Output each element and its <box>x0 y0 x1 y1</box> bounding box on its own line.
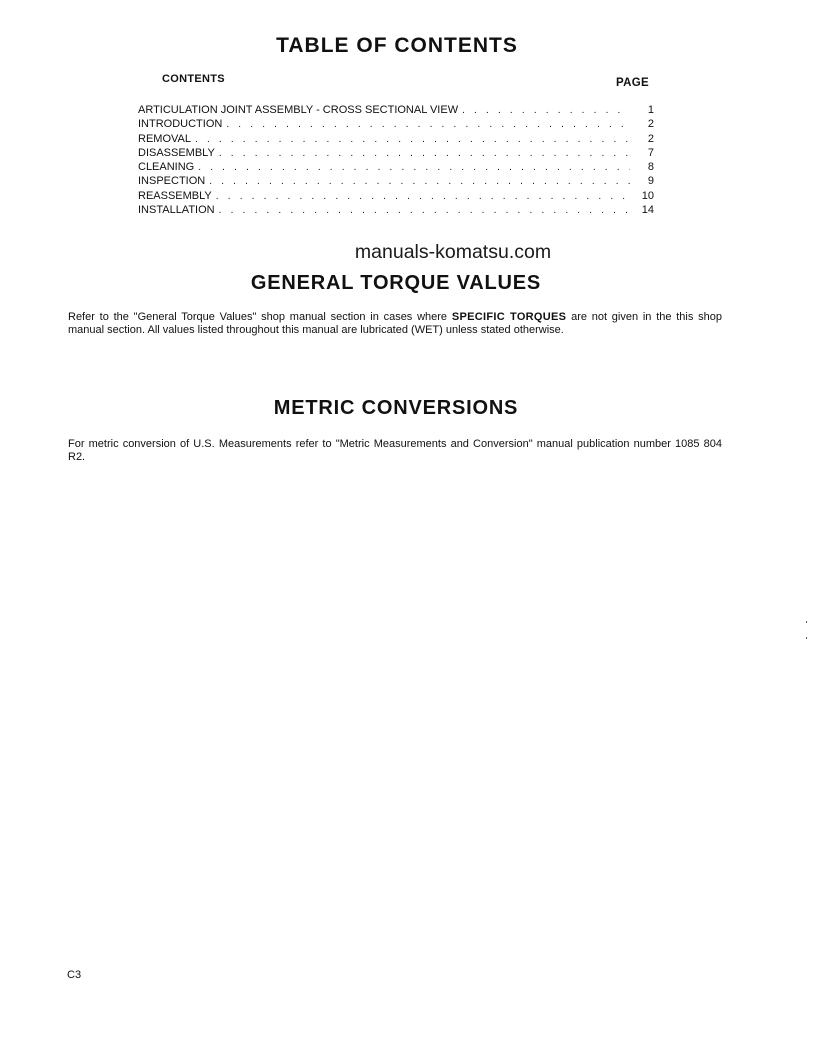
toc-entry[interactable] <box>138 160 656 174</box>
toc-entry[interactable] <box>138 146 656 160</box>
watermark-link[interactable]: manuals-komatsu.com <box>354 241 552 263</box>
toc-entry[interactable] <box>138 174 656 188</box>
toc-list <box>138 103 656 217</box>
toc-entry-page: 2 <box>647 118 654 131</box>
toc-entry[interactable] <box>138 103 656 117</box>
toc-entry-label: REASSEMBLY <box>138 189 212 202</box>
metric-conversions-paragraph: For metric conversion of U.S. Measurements refer to "Metric Measurements and Conversion" manual publication number 1085 804 R2. <box>68 438 722 463</box>
toc-dot-leader <box>462 104 630 118</box>
toc-dot-leader <box>209 175 630 189</box>
toc-entry-label: REMOVAL <box>138 132 191 145</box>
toc-entry-page: 7 <box>647 146 654 159</box>
toc-dot-leader <box>216 190 630 204</box>
specific-torques-emphasis: SPECIFIC TORQUES <box>451 311 567 323</box>
general-torque-paragraph <box>68 311 722 337</box>
toc-entry[interactable] <box>138 132 656 146</box>
toc-entry-label: ARTICULATION JOINT ASSEMBLY - CROSS SECTIONAL VIEW <box>138 104 459 116</box>
toc-dot-leader <box>219 204 630 218</box>
toc-entry-label: DISASSEMBLY <box>138 146 215 159</box>
toc-entry-label: INTRODUCTION <box>138 118 223 131</box>
toc-entry-page: 9 <box>647 175 654 188</box>
toc-entry[interactable] <box>138 117 656 131</box>
toc-entry-page: 8 <box>647 161 654 174</box>
general-torque-text-after: are not given in the this shop manual section. All values listed throughout this manual are lubricated (WET) unless stated otherwise. <box>68 311 722 336</box>
toc-dot-leader <box>226 118 630 132</box>
scan-speck <box>806 637 807 639</box>
toc-dot-leader <box>198 161 630 175</box>
toc-entry[interactable] <box>138 203 656 217</box>
toc-entry[interactable] <box>138 189 656 203</box>
toc-entry-label: INSPECTION <box>138 175 206 188</box>
toc-entry-page: 14 <box>641 204 654 217</box>
toc-dot-leader <box>195 133 630 147</box>
toc-entry-page: 2 <box>647 132 654 145</box>
toc-page-header: PAGE <box>616 77 649 89</box>
toc-entry-label: CLEANING <box>138 161 195 174</box>
scan-speck <box>806 621 807 623</box>
toc-contents-header: CONTENTS <box>162 73 225 85</box>
toc-dot-leader <box>219 147 630 161</box>
page-title: TABLE OF CONTENTS <box>276 34 518 57</box>
page-code: C3 <box>67 969 82 981</box>
toc-entry-page: 10 <box>641 189 654 202</box>
general-torque-title: GENERAL TORQUE VALUES <box>250 272 542 294</box>
general-torque-text-before: Refer to the "General Torque Values" shop manual section in cases where <box>68 311 452 323</box>
toc-entry-label: INSTALLATION <box>138 204 215 217</box>
metric-conversions-title: METRIC CONVERSIONS <box>273 397 519 419</box>
toc-entry-page: 1 <box>647 104 654 116</box>
